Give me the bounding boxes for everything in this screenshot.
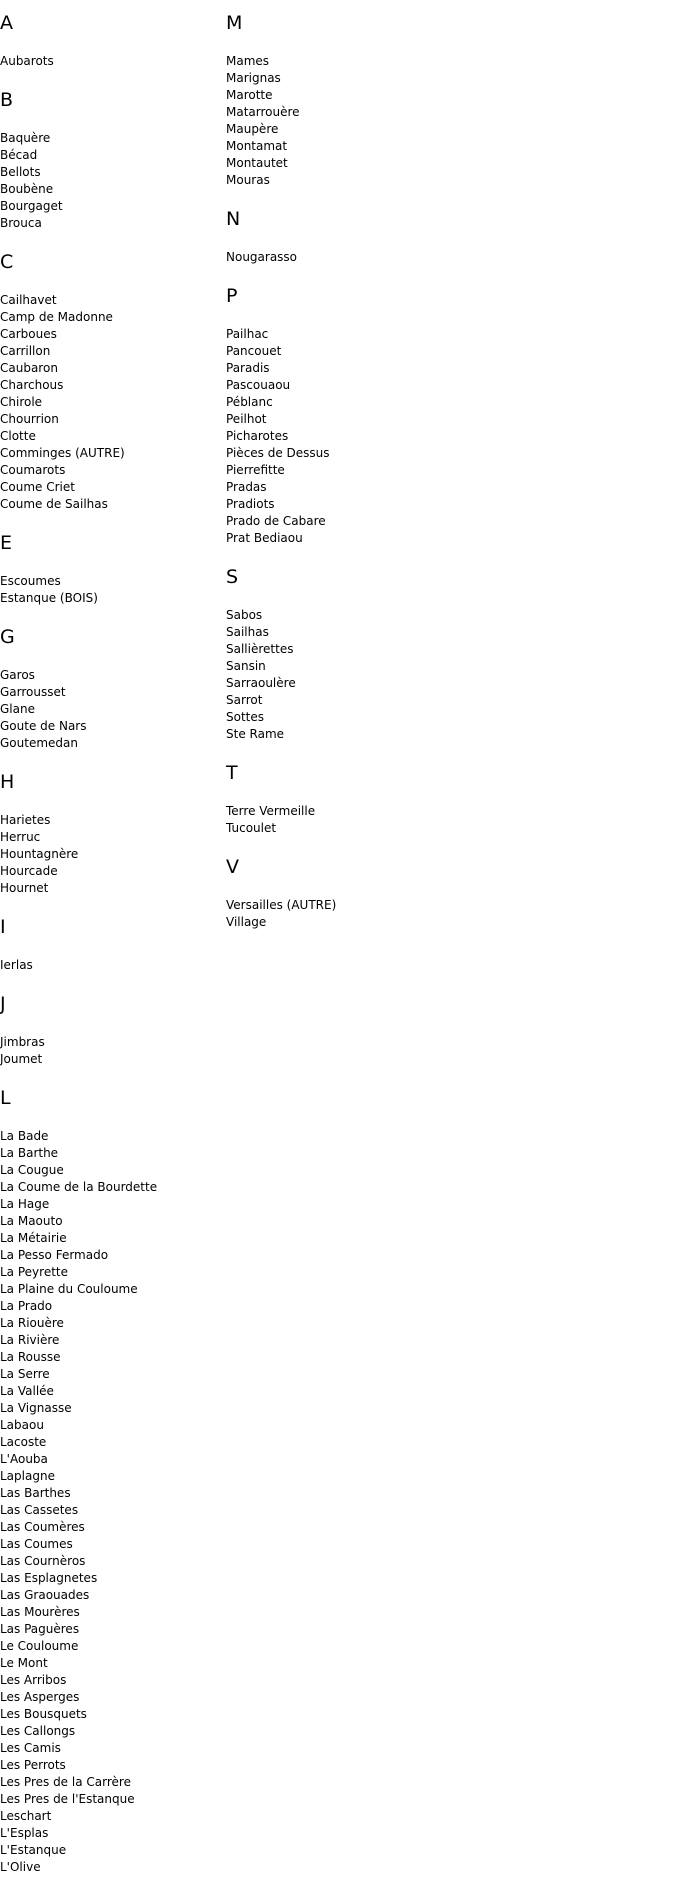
place-link[interactable]: La Vallée [0, 1384, 54, 1398]
place-list-item [226, 87, 675, 104]
place-link[interactable]: La Maouto [0, 1214, 63, 1228]
place-list-item [226, 70, 675, 87]
place-list-item [226, 138, 675, 155]
place-link[interactable]: Pailhac [226, 327, 269, 341]
place-list-item [226, 675, 675, 692]
left-column [0, 12, 226, 1895]
place-list-item [0, 147, 226, 164]
place-list-item [0, 462, 226, 479]
place-link[interactable]: Pierrefitte [226, 463, 285, 477]
place-link[interactable]: La Peyrette [0, 1265, 68, 1279]
place-list-item [0, 1587, 226, 1604]
place-link[interactable]: La Riouère [0, 1316, 64, 1330]
letter-section [0, 251, 226, 513]
place-list-item [0, 880, 226, 897]
place-list-item [0, 1417, 226, 1434]
place-link[interactable]: Aubarots [0, 54, 54, 68]
place-link[interactable]: Les Perrots [0, 1758, 66, 1772]
place-list-item [0, 1859, 226, 1876]
place-link[interactable]: Caubaron [0, 361, 58, 375]
place-link[interactable]: La Vignasse [0, 1401, 72, 1415]
section-letter-heading: M [226, 12, 243, 34]
place-list-item [0, 198, 226, 215]
place-link[interactable]: Las Barthes [0, 1486, 71, 1500]
place-link[interactable]: Coumarots [0, 463, 66, 477]
place-list-item [0, 445, 226, 462]
place-list [226, 53, 675, 189]
place-list-item [0, 181, 226, 198]
place-link[interactable]: Les Pres de l'Estanque [0, 1792, 135, 1806]
place-link[interactable]: L'Aouba [0, 1452, 48, 1466]
place-link[interactable]: Mouras [226, 173, 270, 187]
place-list-item [0, 1485, 226, 1502]
place-list-item [0, 1757, 226, 1774]
place-list-item [0, 1638, 226, 1655]
place-list-item [0, 1519, 226, 1536]
place-link[interactable]: La Prado [0, 1299, 53, 1313]
place-list-item [0, 1264, 226, 1281]
place-link[interactable]: Goute de Nars [0, 719, 87, 733]
place-list-item [0, 1051, 226, 1068]
place-link[interactable]: Marotte [226, 88, 273, 102]
place-link[interactable]: Terre Vermeille [226, 804, 316, 818]
place-list-item [226, 326, 675, 343]
place-link[interactable]: Pradiots [226, 497, 275, 511]
place-link[interactable]: Nougarasso [226, 250, 298, 264]
place-list-item [226, 820, 675, 837]
place-link[interactable]: L'Estanque [0, 1843, 67, 1857]
place-list-item [0, 1366, 226, 1383]
place-link[interactable]: Les Arribos [0, 1673, 67, 1687]
place-link[interactable]: Pièces de Dessus [226, 446, 330, 460]
place-link[interactable]: Sansin [226, 659, 266, 673]
place-list-item [226, 641, 675, 658]
place-list-item [0, 343, 226, 360]
place-list [0, 812, 226, 897]
place-list-item [226, 411, 675, 428]
place-link[interactable]: Marignas [226, 71, 281, 85]
place-list-item [0, 164, 226, 181]
place-list-item [226, 445, 675, 462]
place-link[interactable]: Leschart [0, 1809, 52, 1823]
place-link[interactable]: Sarraoulère [226, 676, 296, 690]
place-link[interactable]: Garrousset [0, 685, 66, 699]
place-link[interactable]: Labaou [0, 1418, 44, 1432]
place-list-item [0, 1247, 226, 1264]
place-list-item [0, 1791, 226, 1808]
place-link[interactable]: Péblanc [226, 395, 273, 409]
place-list-item [0, 1689, 226, 1706]
place-list-item [0, 735, 226, 752]
letter-section [0, 993, 226, 1068]
place-link[interactable]: Hountagnère [0, 847, 79, 861]
place-list-item [0, 1400, 226, 1417]
place-link[interactable]: Maupère [226, 122, 279, 136]
place-list-item [226, 658, 675, 675]
place-link[interactable]: Montautet [226, 156, 288, 170]
place-link[interactable]: Montamat [226, 139, 288, 153]
place-link[interactable]: Laplagne [0, 1469, 55, 1483]
place-list-item [0, 590, 226, 607]
place-list-item [0, 957, 226, 974]
letter-section [226, 566, 675, 743]
section-letter-heading: C [0, 251, 14, 273]
place-link[interactable]: Ste Rame [226, 727, 285, 741]
place-link[interactable]: Les Pres de la Carrère [0, 1775, 131, 1789]
place-list-item [0, 1774, 226, 1791]
place-link[interactable]: Coume de Sailhas [0, 497, 108, 511]
letter-section [226, 208, 675, 266]
place-link[interactable]: Pradas [226, 480, 267, 494]
place-link[interactable]: L'Olive [0, 1860, 41, 1874]
place-link[interactable]: La Hage [0, 1197, 50, 1211]
place-link[interactable]: Hourcade [0, 864, 58, 878]
place-list-item [226, 709, 675, 726]
letter-section [0, 12, 226, 70]
place-list-item [0, 846, 226, 863]
place-link[interactable]: La Barthe [0, 1146, 59, 1160]
place-list-item [226, 377, 675, 394]
place-list-item [226, 394, 675, 411]
place-list-item [0, 215, 226, 232]
place-link[interactable]: Baquère [0, 131, 51, 145]
place-link[interactable]: Sarrot [226, 693, 263, 707]
place-link[interactable]: Mames [226, 54, 270, 68]
section-letter-heading: I [0, 916, 6, 938]
place-link[interactable]: Boubène [0, 182, 54, 196]
place-list-item [0, 701, 226, 718]
place-link[interactable]: Chirole [0, 395, 43, 409]
place-link[interactable]: Las Cournèros [0, 1554, 86, 1568]
place-list-item [0, 863, 226, 880]
place-link[interactable]: Charchous [0, 378, 64, 392]
place-list-item [0, 1349, 226, 1366]
place-list-item [0, 1034, 226, 1051]
place-link[interactable]: Les Callongs [0, 1724, 76, 1738]
letter-section [226, 762, 675, 837]
place-link[interactable]: Las Mourères [0, 1605, 80, 1619]
place-link[interactable]: Las Esplagnetes [0, 1571, 98, 1585]
place-list-item [226, 428, 675, 445]
place-list-item [0, 1723, 226, 1740]
place-link[interactable]: Prado de Cabare [226, 514, 326, 528]
place-list-item [0, 394, 226, 411]
place-link[interactable]: Estanque (BOIS) [0, 591, 98, 605]
place-link[interactable]: La Bade [0, 1129, 49, 1143]
section-letter-heading: P [226, 285, 238, 307]
place-link[interactable]: Les Bousquets [0, 1707, 87, 1721]
place-list-item [0, 1553, 226, 1570]
section-letter-heading: E [0, 532, 13, 554]
place-link[interactable]: Bellots [0, 165, 41, 179]
place-link[interactable]: Jimbras [0, 1035, 45, 1049]
place-list-item [0, 479, 226, 496]
place-list-item [226, 803, 675, 820]
place-list-item [0, 1128, 226, 1145]
place-list-item [226, 914, 675, 931]
place-list-item [0, 1740, 226, 1757]
place-link[interactable]: Peilhot [226, 412, 267, 426]
place-list-item [0, 1672, 226, 1689]
place-link[interactable]: Coume Criet [0, 480, 75, 494]
place-link[interactable]: Ierlas [0, 958, 33, 972]
place-link[interactable]: Chourrion [0, 412, 59, 426]
place-list-item [226, 249, 675, 266]
place-link[interactable]: Camp de Madonne [0, 310, 113, 324]
place-link[interactable]: Las Paguères [0, 1622, 80, 1636]
place-list-item [226, 496, 675, 513]
place-list [0, 1128, 226, 1876]
place-list-item [0, 360, 226, 377]
place-list [226, 326, 675, 547]
place-list-item [0, 292, 226, 309]
section-letter-heading: A [0, 12, 13, 34]
place-list-item [226, 155, 675, 172]
letter-section [0, 916, 226, 974]
place-list-item [0, 1621, 226, 1638]
place-list-item [226, 726, 675, 743]
place-list-item [0, 1383, 226, 1400]
place-list-item [226, 897, 675, 914]
place-list-item [0, 829, 226, 846]
place-list [226, 897, 675, 931]
place-link[interactable]: Paradis [226, 361, 270, 375]
place-link[interactable]: Glane [0, 702, 35, 716]
place-list-item [0, 1502, 226, 1519]
place-list-item [0, 1298, 226, 1315]
place-list-item [0, 718, 226, 735]
place-list-item [0, 496, 226, 513]
right-column [226, 12, 675, 950]
place-list [226, 249, 675, 266]
section-letter-heading: J [0, 993, 6, 1015]
place-link[interactable]: Tucoulet [226, 821, 277, 835]
place-list [0, 573, 226, 607]
place-link[interactable]: Les Asperges [0, 1690, 80, 1704]
section-letter-heading: N [226, 208, 241, 230]
place-list-item [226, 479, 675, 496]
place-list [226, 607, 675, 743]
place-link[interactable]: Pancouet [226, 344, 282, 358]
place-link[interactable]: La Serre [0, 1367, 50, 1381]
place-link[interactable]: Herruc [0, 830, 41, 844]
place-list-item [0, 1536, 226, 1553]
place-link[interactable]: Carrillon [0, 344, 51, 358]
place-list-item [0, 1179, 226, 1196]
letter-section [226, 856, 675, 931]
place-list-item [0, 326, 226, 343]
place-list-item [0, 130, 226, 147]
place-link[interactable]: Las Cassetes [0, 1503, 79, 1517]
place-list [0, 1034, 226, 1068]
place-link[interactable]: Las Graouades [0, 1588, 90, 1602]
place-list-item [226, 513, 675, 530]
letter-section [0, 626, 226, 752]
place-list-item [226, 343, 675, 360]
place-list [0, 292, 226, 513]
place-link[interactable]: Las Coumères [0, 1520, 85, 1534]
place-list-item [226, 360, 675, 377]
place-link[interactable]: Cailhavet [0, 293, 57, 307]
place-list-item [0, 1230, 226, 1247]
place-link[interactable]: Joumet [0, 1052, 43, 1066]
place-link[interactable]: Sottes [226, 710, 265, 724]
place-link[interactable]: Goutemedan [0, 736, 78, 750]
place-link[interactable]: La Rousse [0, 1350, 61, 1364]
place-link[interactable]: Picharotes [226, 429, 289, 443]
letter-section [226, 12, 675, 189]
letter-section [0, 532, 226, 607]
place-list-item [0, 1281, 226, 1298]
letter-section [0, 89, 226, 232]
place-list [0, 130, 226, 232]
place-link[interactable]: Carboues [0, 327, 57, 341]
place-list-item [226, 121, 675, 138]
place-list-item [0, 1808, 226, 1825]
section-letter-heading: V [226, 856, 239, 878]
place-list-item [0, 1604, 226, 1621]
place-list-item [0, 1315, 226, 1332]
place-list-item [0, 1332, 226, 1349]
place-link[interactable]: Clotte [0, 429, 36, 443]
letter-section [226, 285, 675, 547]
place-link[interactable]: Comminges (AUTRE) [0, 446, 125, 460]
place-list-item [0, 1162, 226, 1179]
place-link[interactable]: Les Camis [0, 1741, 61, 1755]
place-link[interactable]: Le Couloume [0, 1639, 79, 1653]
place-list-item [0, 1706, 226, 1723]
place-list-item [0, 377, 226, 394]
place-link[interactable]: La Métairie [0, 1231, 67, 1245]
place-link[interactable]: Le Mont [0, 1656, 48, 1670]
place-list-item [226, 530, 675, 547]
letter-section [0, 1087, 226, 1876]
place-list-item [0, 1196, 226, 1213]
place-link[interactable]: Las Coumes [0, 1537, 73, 1551]
place-link[interactable]: Sabos [226, 608, 263, 622]
place-list-item [0, 1145, 226, 1162]
section-letter-heading: T [226, 762, 238, 784]
place-list [0, 957, 226, 974]
place-list-item [0, 812, 226, 829]
place-list-item [0, 428, 226, 445]
section-letter-heading: B [0, 89, 14, 111]
place-list [0, 667, 226, 752]
place-link[interactable]: Versailles (AUTRE) [226, 898, 337, 912]
place-link[interactable]: Bourgaget [0, 199, 63, 213]
place-link[interactable]: Escoumes [0, 574, 61, 588]
place-link[interactable]: Village [226, 915, 267, 929]
place-link[interactable]: Matarrouère [226, 105, 300, 119]
place-link[interactable]: La Pesso Fermado [0, 1248, 109, 1262]
place-link[interactable]: Pascouaou [226, 378, 291, 392]
place-link[interactable]: Lacoste [0, 1435, 47, 1449]
place-link[interactable]: Sailhas [226, 625, 269, 639]
place-list-item [0, 411, 226, 428]
place-list-item [0, 1468, 226, 1485]
place-list-item [0, 1451, 226, 1468]
place-list-item [226, 692, 675, 709]
place-list-item [0, 684, 226, 701]
place-list-item [226, 462, 675, 479]
place-link[interactable]: La Rivière [0, 1333, 60, 1347]
place-list-item [0, 53, 226, 70]
place-link[interactable]: La Plaine du Couloume [0, 1282, 138, 1296]
place-list-item [0, 1570, 226, 1587]
section-letter-heading: S [226, 566, 239, 588]
place-link[interactable]: La Coume de la Bourdette [0, 1180, 158, 1194]
place-list-item [0, 1434, 226, 1451]
section-letter-heading: L [0, 1087, 11, 1109]
place-link[interactable]: Garos [0, 668, 35, 682]
place-list-item [0, 309, 226, 326]
place-link[interactable]: Harietes [0, 813, 51, 827]
place-list-item [0, 1213, 226, 1230]
place-link[interactable]: Bécad [0, 148, 38, 162]
letter-section [0, 771, 226, 897]
place-link[interactable]: Prat Bediaou [226, 531, 303, 545]
place-list-item [0, 573, 226, 590]
place-list-item [0, 667, 226, 684]
place-link[interactable]: Brouca [0, 216, 42, 230]
place-list-item [0, 1825, 226, 1842]
place-link[interactable]: La Cougue [0, 1163, 64, 1177]
place-list [226, 803, 675, 837]
place-list [0, 53, 226, 70]
place-list-item [226, 104, 675, 121]
place-list-item [226, 624, 675, 641]
place-list-item [226, 607, 675, 624]
place-list-item [226, 53, 675, 70]
place-link[interactable]: Sallièrettes [226, 642, 294, 656]
place-link[interactable]: Hournet [0, 881, 49, 895]
place-list-item [226, 172, 675, 189]
place-list-item [0, 1655, 226, 1672]
section-letter-heading: G [0, 626, 15, 648]
section-letter-heading: H [0, 771, 15, 793]
place-link[interactable]: L'Esplas [0, 1826, 49, 1840]
